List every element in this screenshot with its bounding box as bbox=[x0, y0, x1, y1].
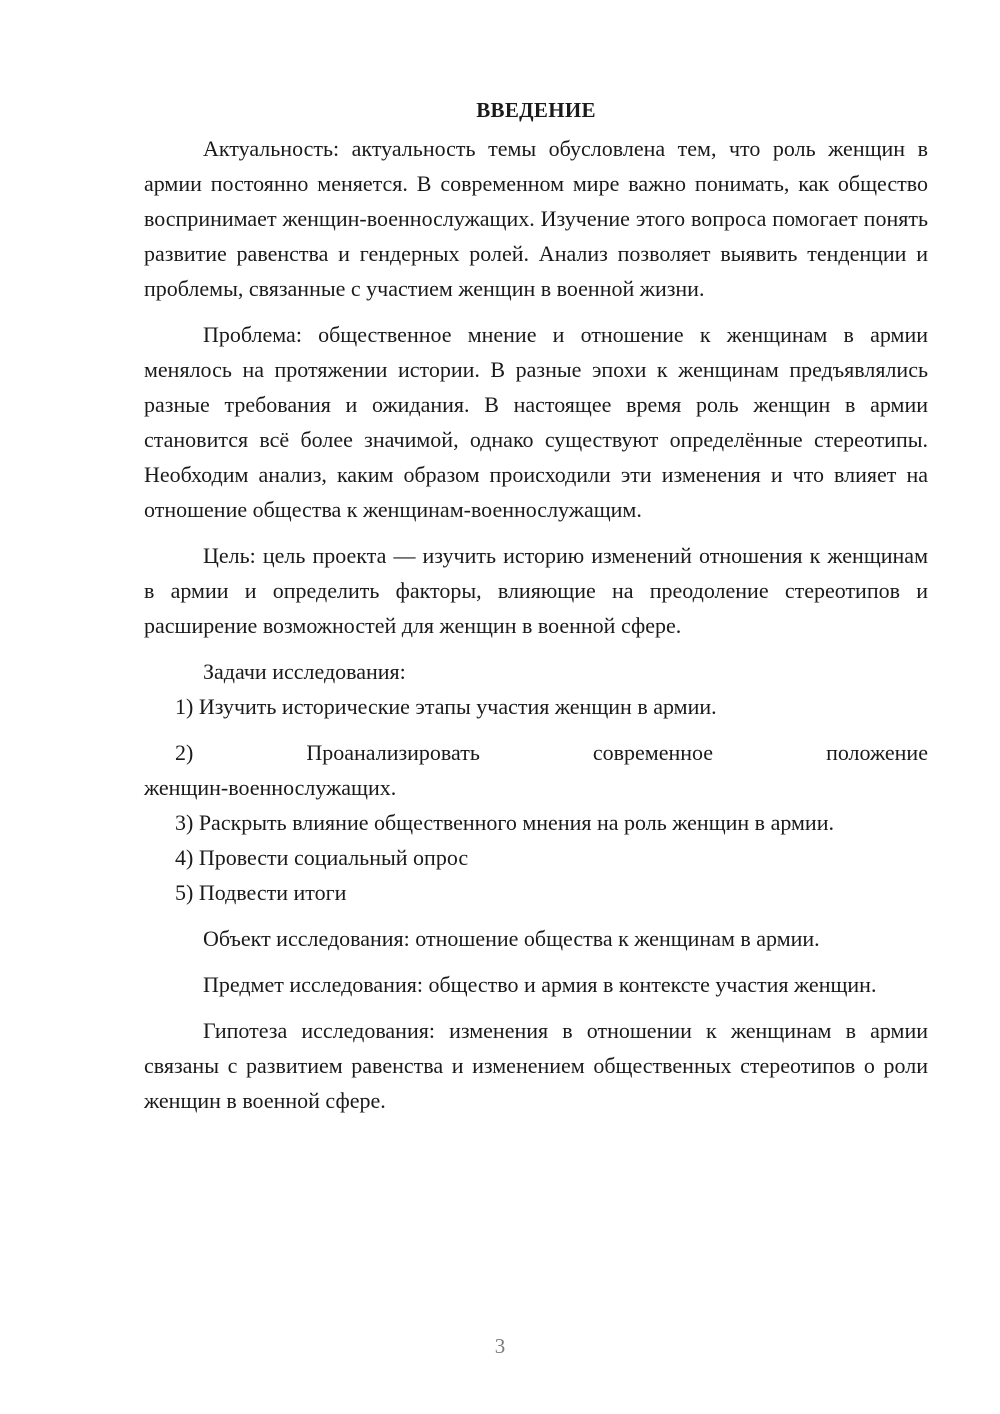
task-item-2-word-1: Проанализировать bbox=[306, 740, 480, 765]
page-content bbox=[144, 93, 928, 1118]
task-item-3: 3) Раскрыть влияние общественного мнения на роль женщин в армии. bbox=[175, 810, 834, 835]
task-item-2-continuation: женщин-военнослужащих. bbox=[144, 775, 397, 800]
tasks-heading: Задачи исследования: bbox=[203, 659, 406, 684]
task-item-2-word-2: современное bbox=[592, 740, 714, 765]
task-item-2 bbox=[144, 735, 928, 805]
page-number: 3 bbox=[494, 1334, 506, 1358]
subject-paragraph: Предмет исследования: общество и армия в контексте участия женщин. bbox=[203, 972, 877, 997]
task-item-2-first-line bbox=[144, 735, 928, 770]
task-item-5: 5) Подвести итоги bbox=[175, 880, 347, 905]
task-item-4: 4) Провести социальный опрос bbox=[175, 845, 469, 870]
goal-paragraph: Цель: цель проекта — изучить историю изменений отношения к женщинам в армии и определить факторы, влияющие на преодоление стереотипов и расширение возможностей для женщин в военной сфере. bbox=[144, 543, 928, 638]
section-heading: ВВЕДЕНИЕ bbox=[476, 98, 596, 122]
task-item-1: 1) Изучить исторические этапы участия женщин в армии. bbox=[175, 694, 717, 719]
problem-paragraph: Проблема: общественное мнение и отношение к женщинам в армии менялось на протяжении истории. В разные эпохи к женщинам предъявлялись разные требования и ожидания. В настоящее время роль женщин в армии становится всё более значимой, однако существуют определённые стереотипы. Необходим анализ, каким образом происходили эти изменения и что влияет на отношение общества к женщинам-военнослужащим. bbox=[144, 322, 928, 522]
task-item-2-word-3: положение bbox=[826, 740, 928, 765]
hypothesis-paragraph: Гипотеза исследования: изменения в отношении к женщинам в армии связаны с развитием равенства и изменением общественных стереотипов о роли женщин в военной сфере. bbox=[144, 1018, 928, 1113]
object-paragraph: Объект исследования: отношение общества к женщинам в армии. bbox=[203, 926, 820, 951]
relevance-paragraph: Актуальность: актуальность темы обусловлена тем, что роль женщин в армии постоянно меняется. В современном мире важно понимать, как общество воспринимает женщин-военнослужащих. Изучение этого вопроса помогает понять развитие равенства и гендерных ролей. Анализ позволяет выявить тенденции и проблемы, связанные с участием женщин в военной жизни. bbox=[144, 136, 928, 301]
task-item-2-number: 2) bbox=[175, 740, 194, 765]
